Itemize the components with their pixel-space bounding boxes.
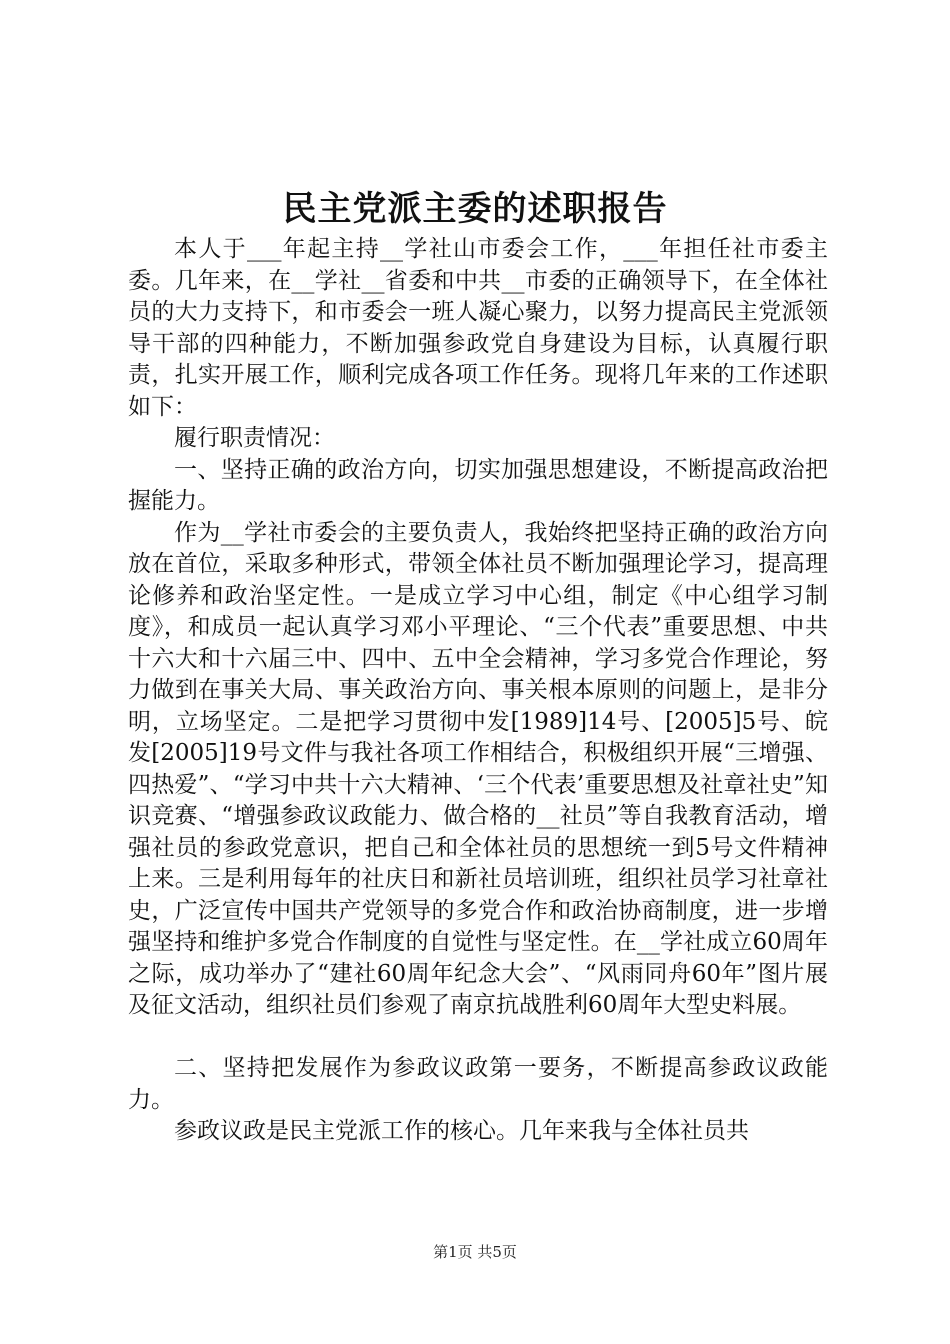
page-footer: 第1页 共5页	[433, 1243, 517, 1261]
paragraph-section-1-body: 作为__学社市委会的主要负责人，我始终把坚持正确的政治方向放在首位，采取多种形式，带领全体社员不断加强理论学习，提高理论修养和政治坚定性。一是成立学习中心组，制定《中心组学习制度》，和成员一起认真学习邓小平理论、“三个代表”重要思想、中共十六大和十六届三中、四中、五中全会精神，学习多党合作理论，努力做到在事关大局、事关政治方向、事关根本原则的问题上，是非分明，立场坚定。二是把学习贯彻中发[1989]14号、[2005]5号、皖发[2005]19号文件与我社各项工作相结合，积极组织开展“三增强、四热爱”、“学习中共十六大精神、‘三个代表’重要思想及社章社史”知识竞赛、“增强参政议政能力、做合格的__社员”等自我教育活动，增强社员的参政党意识，把自己和全体社员的思想统一到5号文件精神上来。三是利用每年的社庆日和新社员培训班，组织社员学习社章社史，广泛宣传中国共产党领导的多党合作和政治协商制度，进一步增强坚持和维护多党合作制度的自觉性与坚定性。在__学社成立60周年之际，成功举办了“建社60周年纪念大会”、“风雨同舟60年”图片展及征文活动，组织社员们参观了南京抗战胜利60周年大型史料展。	[128, 519, 828, 1018]
paragraph-section-2-body: 参政议政是民主党派工作的核心。几年来我与全体社员共	[174, 1118, 749, 1144]
paragraph-section-1-heading: 一、坚持正确的政治方向，切实加强思想建设，不断提高政治把握能力。	[128, 456, 828, 514]
document-body	[128, 234, 828, 1148]
document-title: 民主党派主委的述职报告	[282, 189, 668, 229]
paragraph-spacer	[128, 1022, 828, 1054]
paragraph-duties-heading: 履行职责情况：	[174, 425, 335, 451]
paragraph-section-2-heading: 二、坚持把发展作为参政议政第一要务，不断提高参政议政能力。	[128, 1055, 828, 1113]
paragraph-intro: 本人于___年起主持__学社山市委会工作，___年担任社市委主委。几年来，在__学社__省委和中共__市委的正确领导下，在全体社员的大力支持下，和市委会一班人凝心聚力，以努力提高民主党派领导干部的四种能力，不断加强参政党自身建设为目标，认真履行职责，扎实开展工作，顺利完成各项工作任务。现将几年来的工作述职如下：	[128, 236, 828, 420]
